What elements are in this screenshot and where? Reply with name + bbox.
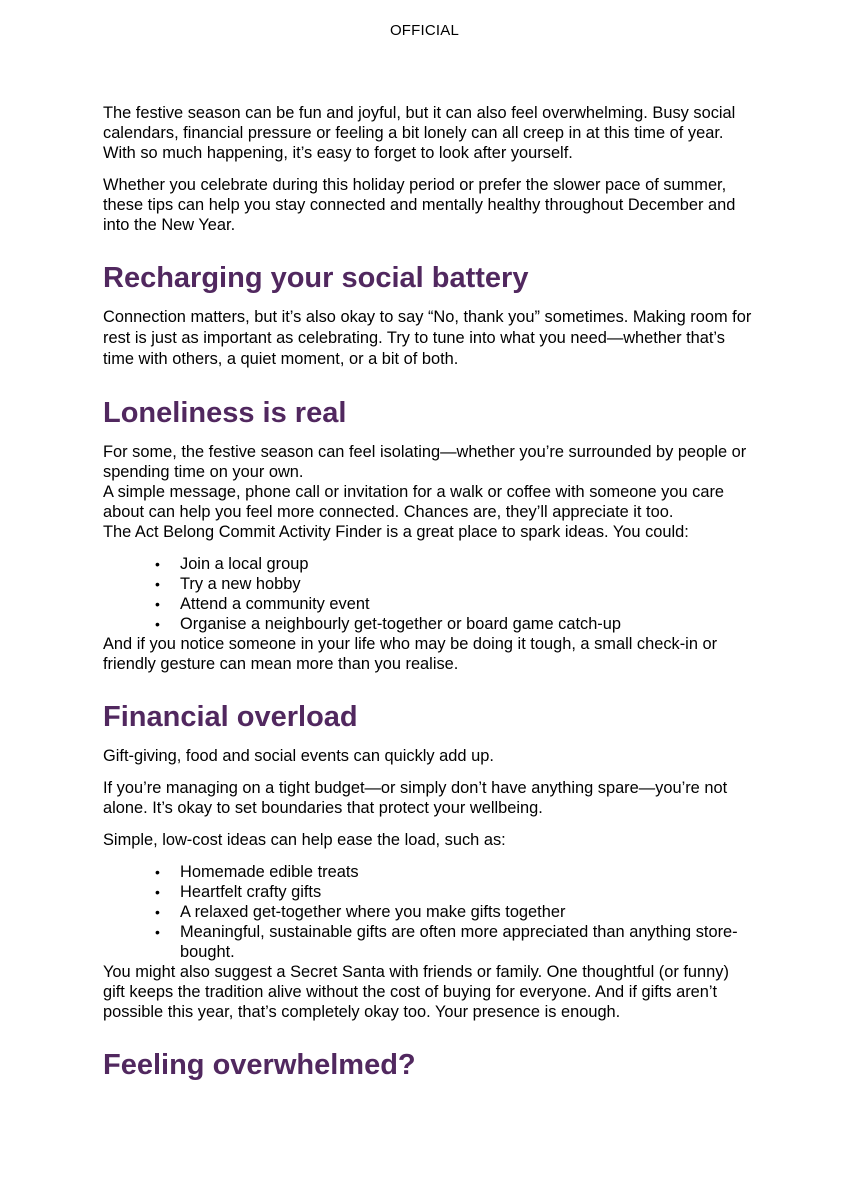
list-item [155, 882, 753, 902]
list-item-text: Heartfelt crafty gifts [180, 883, 322, 901]
list-item [155, 862, 753, 882]
list-item-text: A relaxed get-together where you make gifts together [180, 903, 566, 921]
financial-paragraph-2: If you’re managing on a tight budget—or simply don’t have anything spare—you’re not alone. It’s okay to set boundaries that protect your wellbeing. [103, 779, 728, 817]
list-item-text: Try a new hobby [180, 575, 301, 593]
list-item-text: Attend a community event [180, 595, 370, 613]
list-item [155, 554, 753, 574]
financial-ideas-list [103, 862, 753, 962]
list-item [155, 594, 753, 614]
financial-paragraph-1: Gift-giving, food and social events can quickly add up. [103, 747, 494, 765]
list-item [155, 902, 753, 922]
document-body [103, 103, 753, 1094]
list-item-text: Organise a neighbourly get-together or board game catch-up [180, 615, 621, 633]
financial-paragraph-4: You might also suggest a Secret Santa with friends or family. One thoughtful (or funny) gift keeps the tradition alive without the cost of buying for everyone. And if gifts aren’t possible this year, that’s completely okay too. Your presence is enough. [103, 963, 729, 1021]
bullet-icon: • [155, 616, 160, 632]
loneliness-paragraph-1: For some, the festive season can feel isolating—whether you’re surrounded by people or spending time on your own. [103, 443, 747, 481]
bullet-icon: • [155, 864, 160, 880]
list-item [155, 922, 753, 962]
bullet-icon: • [155, 556, 160, 572]
heading-social-battery: Recharging your social battery [103, 262, 529, 294]
heading-financial-overload: Financial overload [103, 701, 358, 733]
list-item-text: Meaningful, sustainable gifts are often more appreciated than anything store-bought. [180, 923, 738, 961]
bullet-icon: • [155, 884, 160, 900]
bullet-icon: • [155, 576, 160, 592]
intro-paragraph-2: Whether you celebrate during this holiday period or prefer the slower pace of summer, these tips can help you stay connected and mentally healthy throughout December and into the New Year. [103, 176, 736, 234]
financial-paragraph-3: Simple, low-cost ideas can help ease the load, such as: [103, 831, 506, 849]
social-battery-paragraph: Connection matters, but it’s also okay to say “No, thank you” sometimes. Making room for rest is just as important as celebrating. Try to tune into what you need—whether that’s time with others, a quiet moment, or a bit of both. [103, 308, 752, 368]
list-item [155, 574, 753, 594]
loneliness-ideas-list [103, 554, 753, 634]
intro-paragraph-1: The festive season can be fun and joyful, but it can also feel overwhelming. Busy social calendars, financial pressure or feeling a bit lonely can all creep in at this time of year. With so much happening, it’s easy to forget to look after yourself. [103, 104, 736, 162]
heading-feeling-overwhelmed: Feeling overwhelmed? [103, 1049, 416, 1081]
loneliness-paragraph-3: The Act Belong Commit Activity Finder is a great place to spark ideas. You could: [103, 523, 689, 541]
classification-label: OFFICIAL [389, 22, 460, 39]
bullet-icon: • [155, 924, 160, 940]
list-item-text: Join a local group [180, 555, 309, 573]
list-item-text: Homemade edible treats [180, 863, 359, 881]
bullet-icon: • [155, 904, 160, 920]
list-item [155, 614, 753, 634]
loneliness-paragraph-4: And if you notice someone in your life who may be doing it tough, a small check-in or friendly gesture can mean more than you realise. [103, 635, 718, 673]
loneliness-paragraph-2: A simple message, phone call or invitation for a walk or coffee with someone you care about can help you feel more connected. Chances are, they’ll appreciate it too. [103, 483, 725, 521]
heading-loneliness: Loneliness is real [103, 397, 347, 429]
bullet-icon: • [155, 596, 160, 612]
